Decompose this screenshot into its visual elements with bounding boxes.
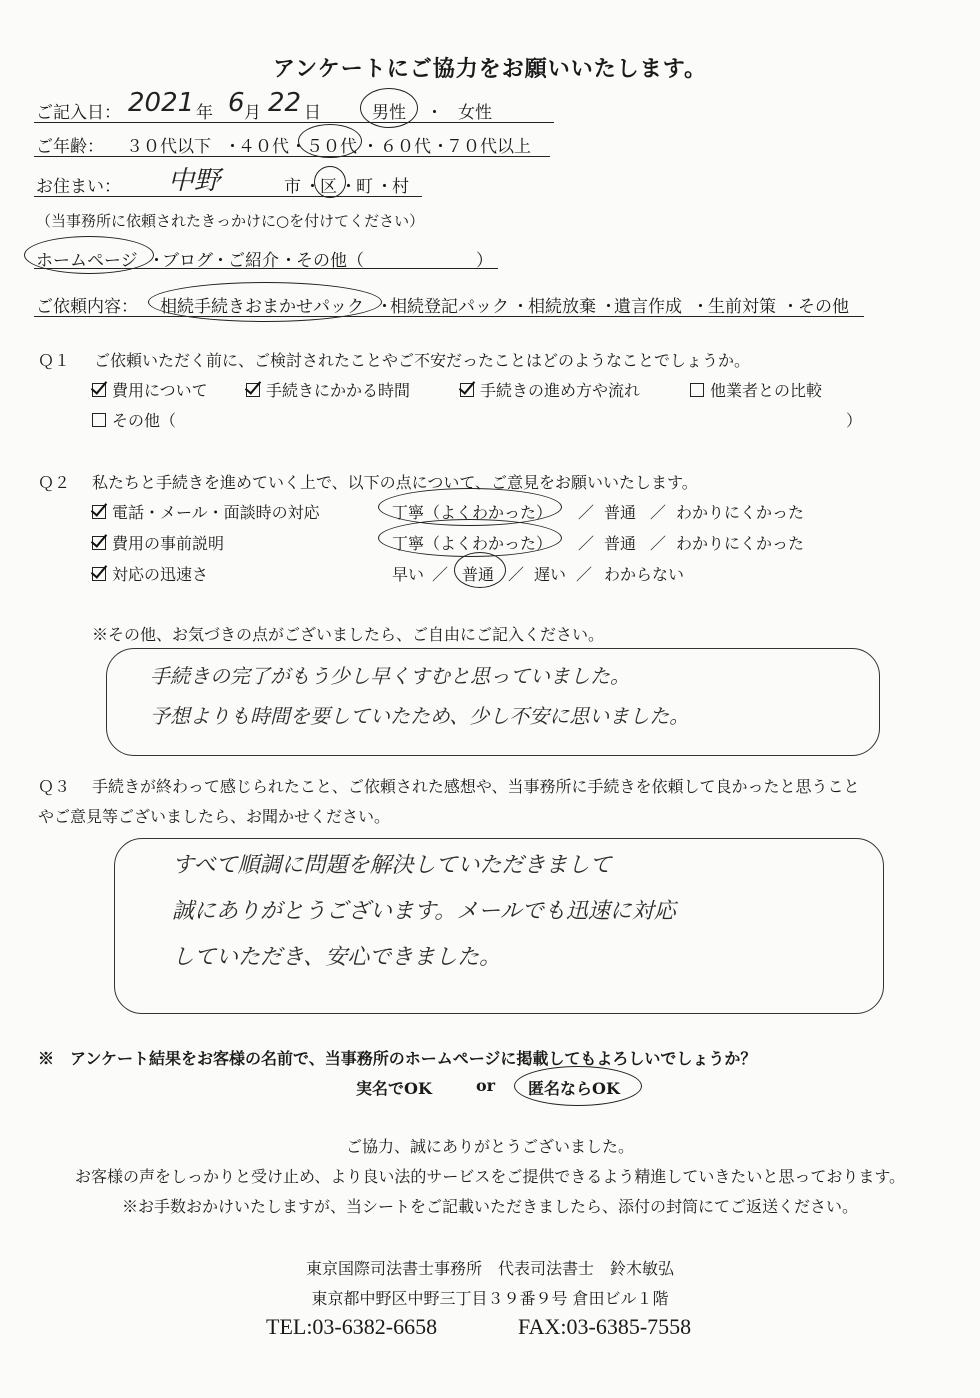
- q1-option-other[interactable]: その他（: [92, 408, 176, 431]
- office-name: 東京国際司法書士事務所 代表司法書士 鈴木敏弘: [305, 1259, 674, 1278]
- q2-row3-circle-mark: [454, 552, 506, 588]
- month-handwritten: 6: [228, 88, 245, 118]
- request-opt-4[interactable]: 遺言作成: [614, 297, 682, 317]
- checkbox-icon: [460, 383, 474, 397]
- q2-row2-opt1[interactable]: 丁寧（よくわかった）: [392, 534, 553, 553]
- q3-question-line-2: やご意見等ございましたら、お聞かせください。: [38, 807, 391, 826]
- q2-row-speed: 対応の迅速さ: [92, 562, 208, 585]
- q1-number: Ｑ１: [38, 351, 71, 370]
- q2-row-contact: 電話・メール・面談時の対応: [92, 500, 320, 523]
- age-40s[interactable]: ４０代: [238, 137, 289, 157]
- q1-option-compare[interactable]: 他業者との比較: [690, 378, 822, 401]
- q2-number: Ｑ２: [38, 473, 71, 492]
- closing-thanks: ご協力、誠にありがとうございました。: [345, 1137, 634, 1156]
- publish-or: or: [476, 1076, 496, 1095]
- checkbox-icon: [92, 536, 106, 550]
- trigger-homepage[interactable]: ホームページ: [36, 251, 138, 271]
- q2-row-fee: 費用の事前説明: [92, 531, 224, 554]
- year-handwritten: 2021: [128, 88, 195, 118]
- address-label: お住まい：: [36, 177, 121, 197]
- request-label: ご依頼内容：: [36, 297, 138, 317]
- q2-row3-opt2[interactable]: 普通: [462, 565, 495, 584]
- q3-question-line-1: 手続きが終わって感じられたこと、ご依頼された感想や、当事務所に手続きを依頼して良かったと思うこと: [92, 777, 860, 796]
- checkbox-icon: [246, 383, 260, 397]
- gender-separator: ・: [426, 103, 443, 123]
- q2-free-answer-line-2: 予想よりも時間を要していたため、少し不安に思いました。: [150, 704, 690, 728]
- q1-option-time[interactable]: 手続きにかかる時間: [246, 378, 410, 401]
- address-ward[interactable]: 区: [320, 177, 337, 197]
- age-label: ご年齢：: [36, 137, 104, 157]
- q2-row2-circle-mark: [378, 519, 562, 557]
- request-opt-2[interactable]: 相続登記パック: [390, 297, 509, 317]
- q2-row3-opt4[interactable]: わからない: [604, 565, 685, 584]
- q3-answer-line-1: すべて順調に問題を解決していただきまして: [172, 853, 612, 878]
- request-opt-1[interactable]: 相続手続きおまかせパック: [160, 297, 364, 317]
- publish-circle-mark: [514, 1066, 642, 1106]
- office-fax: FAX:03-6385-7558: [518, 1314, 692, 1339]
- office-tel: TEL:03-6382-6658: [266, 1314, 438, 1339]
- age-sep-4: ・: [432, 137, 449, 157]
- q2-row1-opt1[interactable]: 丁寧（よくわかった）: [392, 503, 553, 522]
- checkbox-icon: [92, 383, 106, 397]
- q2-row3-opt1[interactable]: 早い: [392, 565, 425, 584]
- q1-option-process[interactable]: 手続きの進め方や流れ: [460, 378, 640, 401]
- age-sep-1: ・: [224, 137, 241, 157]
- trigger-blog[interactable]: ブログ: [162, 251, 213, 271]
- q2-question: 私たちと手続きを進めていく上で、以下の点について、ご意見をお願いいたします。: [92, 473, 698, 492]
- trigger-other-close: ）: [476, 251, 493, 271]
- checkbox-icon: [690, 383, 704, 397]
- age-circle-mark: [298, 124, 362, 158]
- q2-row1-opt2[interactable]: 普通: [604, 503, 637, 522]
- publish-real-name[interactable]: 実名でOK: [356, 1079, 432, 1098]
- checkbox-icon: [92, 505, 106, 519]
- day-handwritten: 22: [268, 88, 302, 118]
- q1-question: ご依頼いただく前に、ご検討されたことやご不安だったことはどのようなことでしょうか。: [94, 351, 751, 370]
- gender-female[interactable]: 女性: [458, 103, 492, 123]
- gender-male[interactable]: 男性: [372, 103, 406, 123]
- age-70s[interactable]: ７０代以上: [446, 137, 531, 157]
- age-50s[interactable]: ５０代: [306, 137, 357, 157]
- age-60s[interactable]: ６０代: [380, 137, 431, 157]
- q2-row3-opt3[interactable]: 遅い: [534, 565, 567, 584]
- publish-anonymous[interactable]: 匿名ならOK: [528, 1079, 620, 1098]
- age-sep-3: ・: [362, 137, 379, 157]
- q2-row2-opt3[interactable]: わかりにくかった: [676, 534, 805, 553]
- publish-question: ※ アンケート結果をお客様の名前で、当事務所のホームページに掲載してもよろしいでしょうか？: [38, 1049, 757, 1068]
- date-label: ご記入日：: [36, 103, 121, 123]
- q2-row2-opt2[interactable]: 普通: [604, 534, 637, 553]
- q2-free-answer-line-1: 手続きの完了がもう少し早くすむと思っていました。: [150, 664, 630, 688]
- address-town[interactable]: 町: [356, 177, 373, 197]
- address-village[interactable]: 村: [392, 177, 409, 197]
- request-opt-3[interactable]: 相続放棄: [528, 297, 596, 317]
- trigger-referral[interactable]: ご紹介: [228, 251, 279, 271]
- q1-option-cost[interactable]: 費用について: [92, 378, 208, 401]
- gender-circle-mark: [360, 88, 418, 128]
- age-sep-2: ・: [290, 137, 307, 157]
- checkbox-icon: [92, 413, 106, 427]
- address-handwritten: 中野: [168, 166, 221, 196]
- q3-answer-line-3: していただき、安心できました。: [172, 945, 502, 970]
- trigger-other[interactable]: その他（: [296, 251, 364, 271]
- checkbox-icon: [92, 567, 106, 581]
- month-label: 月: [244, 103, 261, 123]
- page-title: アンケートにご協力をお願いいたします。: [273, 56, 707, 82]
- age-30s[interactable]: ３０代以下: [126, 137, 211, 157]
- request-opt-6[interactable]: その他: [798, 297, 849, 317]
- address-city[interactable]: 市: [284, 177, 301, 197]
- trigger-instruction: （当事務所に依頼されたきっかけに○を付けてください）: [36, 212, 425, 230]
- q2-row1-opt3[interactable]: わかりにくかった: [676, 503, 805, 522]
- office-address: 東京都中野区中野三丁目３９番９号 倉田ビル１階: [311, 1289, 669, 1308]
- q1-other-close: ）: [846, 411, 863, 430]
- q3-answer-line-2: 誠にありがとうございます。メールでも迅速に対応: [172, 899, 676, 924]
- q3-number: Ｑ３: [38, 777, 71, 796]
- closing-line-2: お客様の声をしっかりと受け止め、より良い法的サービスをご提供できるよう精進していきたいと思っております。: [74, 1167, 906, 1186]
- request-opt-5[interactable]: 生前対策: [708, 297, 776, 317]
- year-label: 年: [196, 103, 213, 123]
- closing-line-3: ※お手数おかけいたしますが、当シートをご記載いただきましたら、添付の封筒にてご返送ください。: [121, 1197, 858, 1216]
- q2-free-prompt: ※その他、お気づきの点がございましたら、ご自由にご記入ください。: [92, 625, 605, 644]
- day-label: 日: [304, 103, 321, 123]
